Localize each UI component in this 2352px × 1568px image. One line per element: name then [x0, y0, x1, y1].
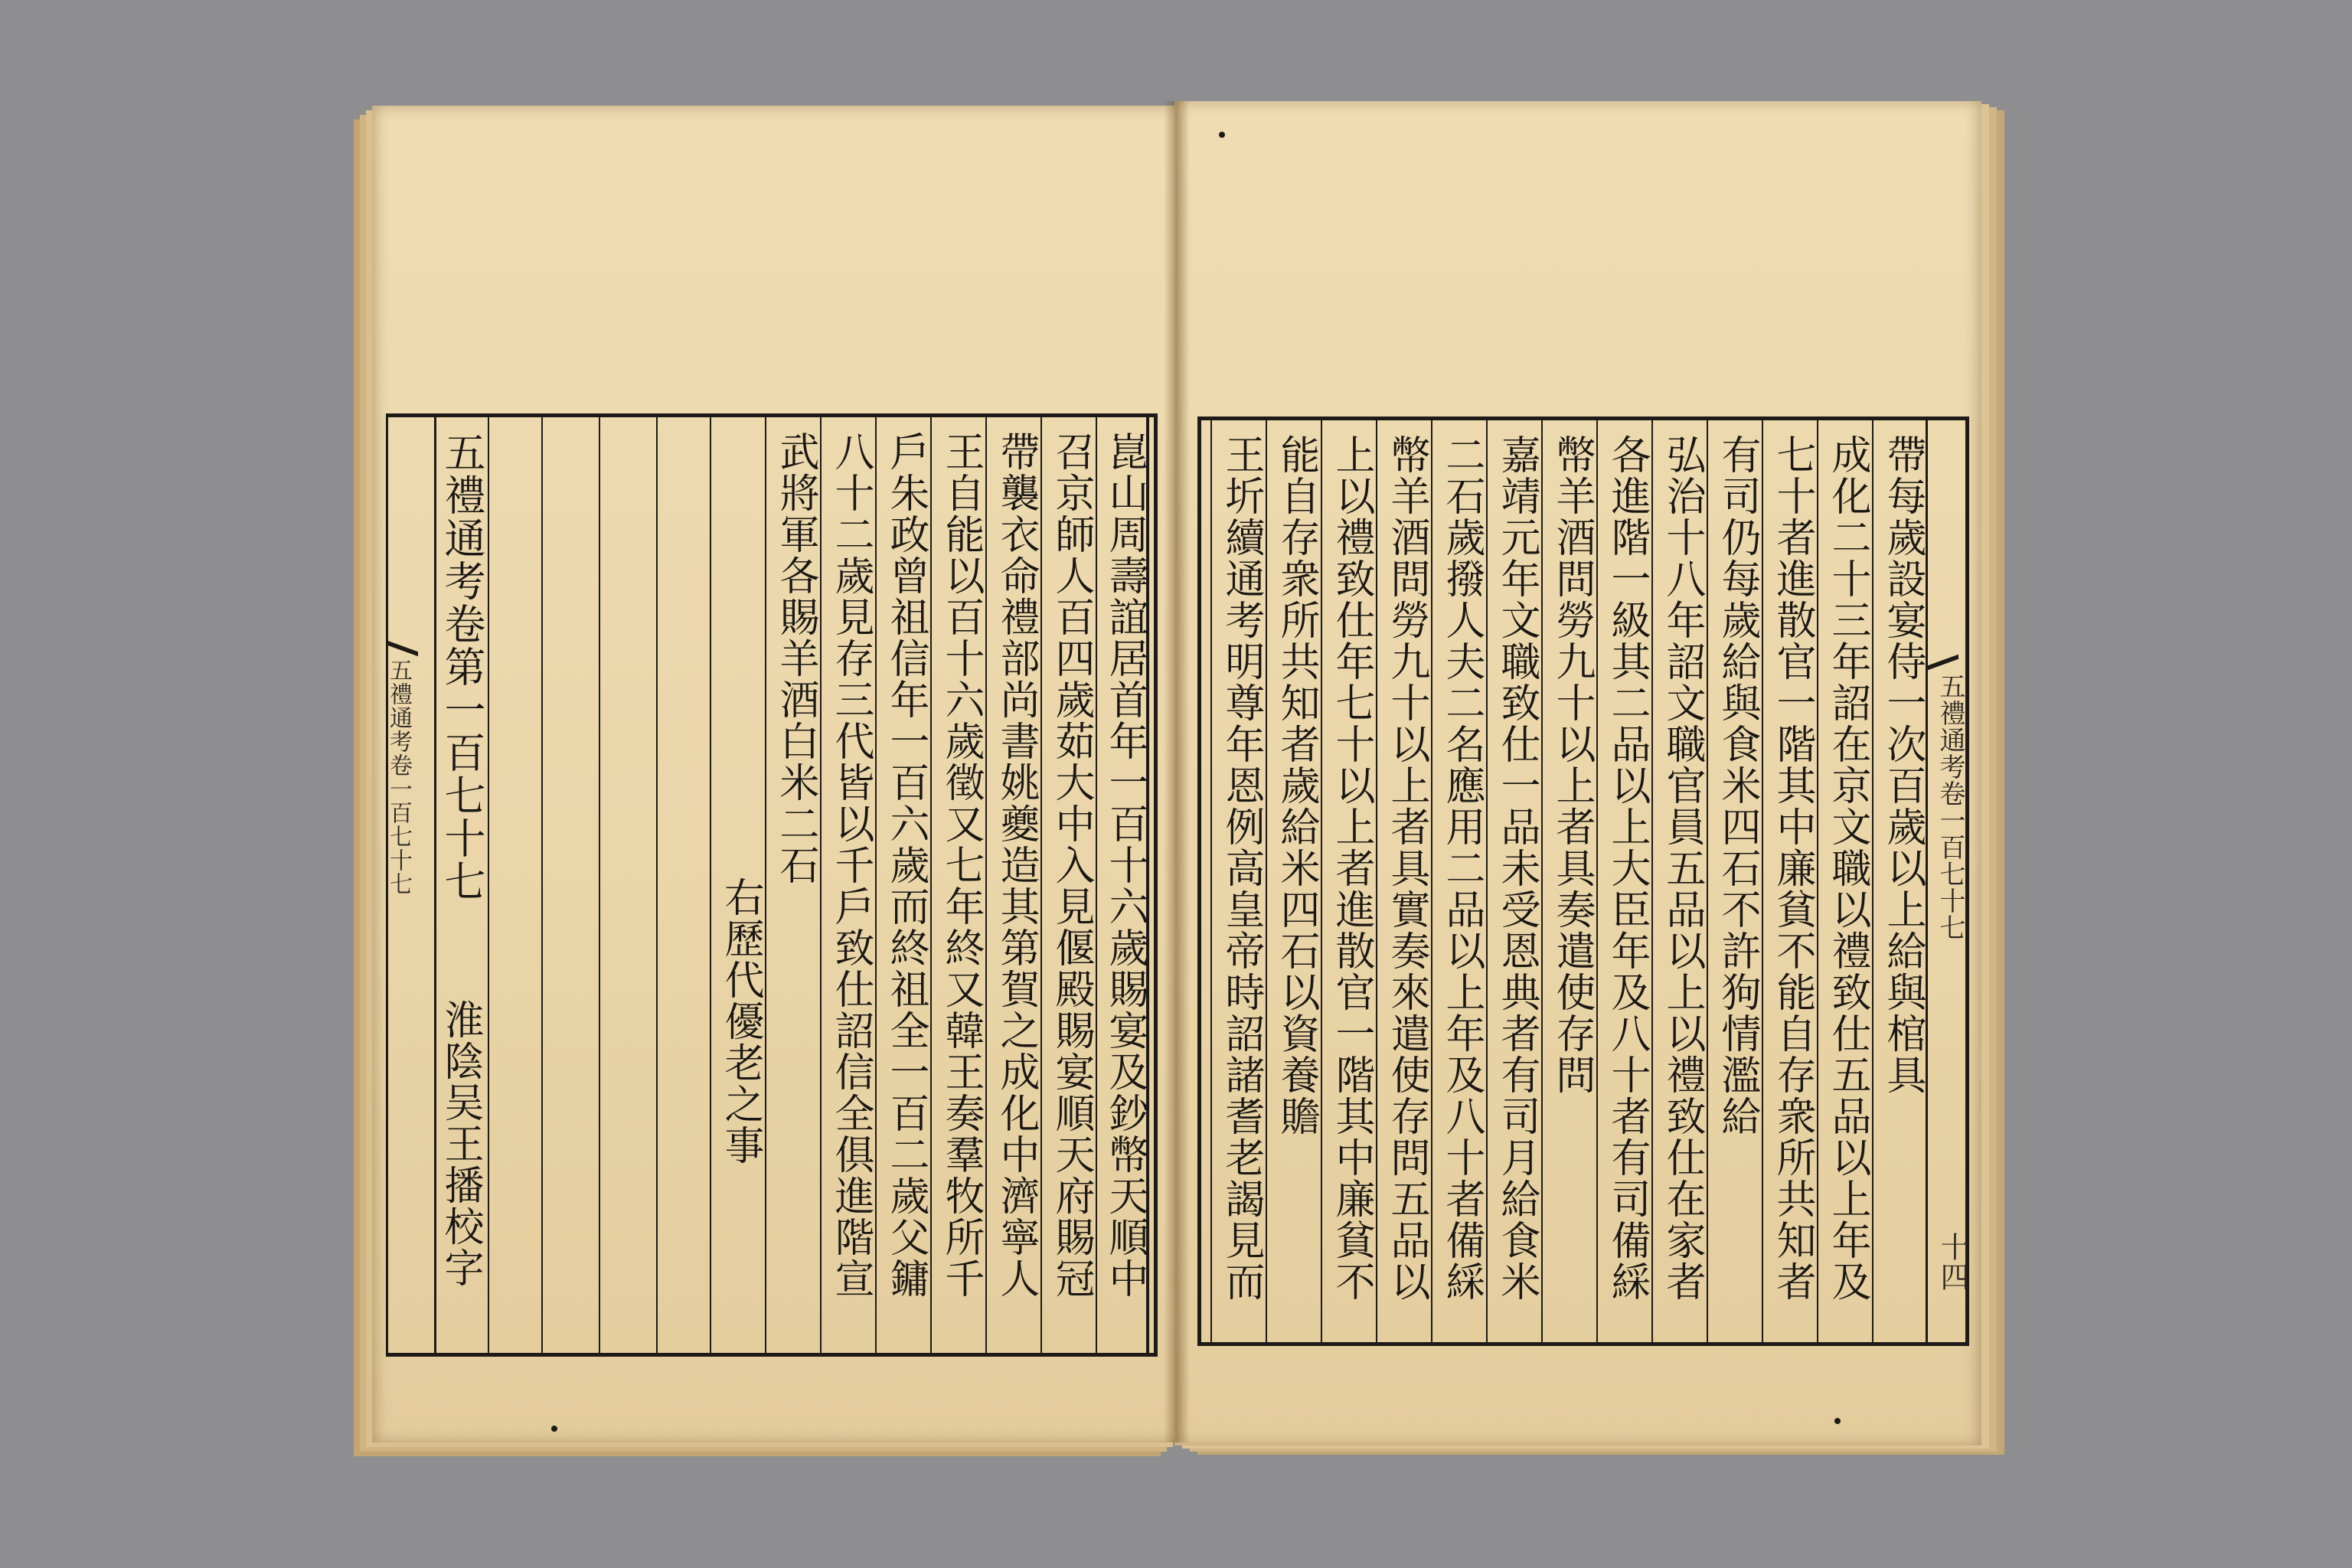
book-gutter [1164, 101, 1190, 1442]
right-text-column-2: 成化二十三年詔在京文職以禮致仕五品以上年及 [1824, 434, 1870, 1302]
left-text-column-3: 帶襲衣命禮部尚書姚夔造其第賀之成化中濟寧人 [993, 431, 1039, 1299]
left-text-column-1: 崑山周壽誼居首年一百十六歲賜宴及鈔幣天順中 [1102, 431, 1148, 1299]
right-text-column-3: 七十者進散官一階其中廉貧不能自存衆所共知者 [1769, 434, 1815, 1302]
right-margin-label: 五禮通考卷一百七十七 [1935, 673, 1965, 941]
right-text-column-8: 嘉靖元年文職致仕一品未受恩典者有司月給食米 [1494, 434, 1540, 1302]
page-number: 十四 [1936, 1232, 1969, 1292]
right-text-column-9: 二石歲撥人夫二名應用二品以上年及八十者備綵 [1439, 434, 1485, 1302]
closing-note: 右歷代優老之事 [717, 877, 763, 1166]
left-text-frame [386, 413, 1158, 1357]
proofreader-credit: 淮陰吴王播校字 [437, 999, 483, 1289]
left-text-column-5: 戶朱政曾祖信年一百六歲而終祖全一百二歲父鏞 [883, 431, 929, 1299]
right-text-column-12: 能自存衆所共知者歲給米四石以資養贍 [1273, 434, 1319, 1137]
right-text-column-6: 各進階一級其二品以上大臣年及八十者有司備綵 [1604, 434, 1650, 1302]
right-page-dot-bottom [1834, 1418, 1841, 1424]
right-text-column-4: 有司仍每歲給與食米四石不許狗情濫給 [1714, 434, 1760, 1137]
right-text-column-7: 幣羊酒問勞九十以上者具奏遣使存問 [1549, 434, 1595, 1096]
right-text-column-11: 上以禮致仕年七十以上者進散官一階其中廉貧不 [1328, 434, 1374, 1302]
left-margin-label: 五禮通考卷一百七十七 [385, 658, 412, 896]
right-text-column-5: 弘治十八年詔文職官員五品以上以禮致仕在家者 [1659, 434, 1705, 1302]
left-page-dot [551, 1426, 557, 1432]
right-text-frame [1197, 416, 1969, 1346]
left-text-column-2: 召京師人百四歲茹大中入見偃殿賜宴順天府賜冠 [1048, 431, 1094, 1299]
volume-title: 五禮通考卷第一百七十七 [438, 431, 486, 903]
right-text-column-13: 王圻續通考明尊年恩例高皇帝時詔諸耆老謁見而 [1218, 434, 1264, 1302]
left-text-column-7: 武將軍各賜羊酒白米二石 [773, 431, 818, 886]
left-text-column-4: 王自能以百十六歲徵又七年終又韓王奏羣牧所千 [938, 431, 984, 1299]
left-text-column-6: 八十二歲見存三代皆以千戶致仕詔信全俱進階宣 [828, 431, 874, 1299]
right-page-dot-top [1219, 132, 1225, 138]
right-text-column-10: 幣羊酒問勞九十以上者具實奏來遣使存問五品以 [1383, 434, 1429, 1302]
right-text-column-1: 帶每歲設宴侍一次百歲以上給與棺具 [1880, 434, 1926, 1096]
